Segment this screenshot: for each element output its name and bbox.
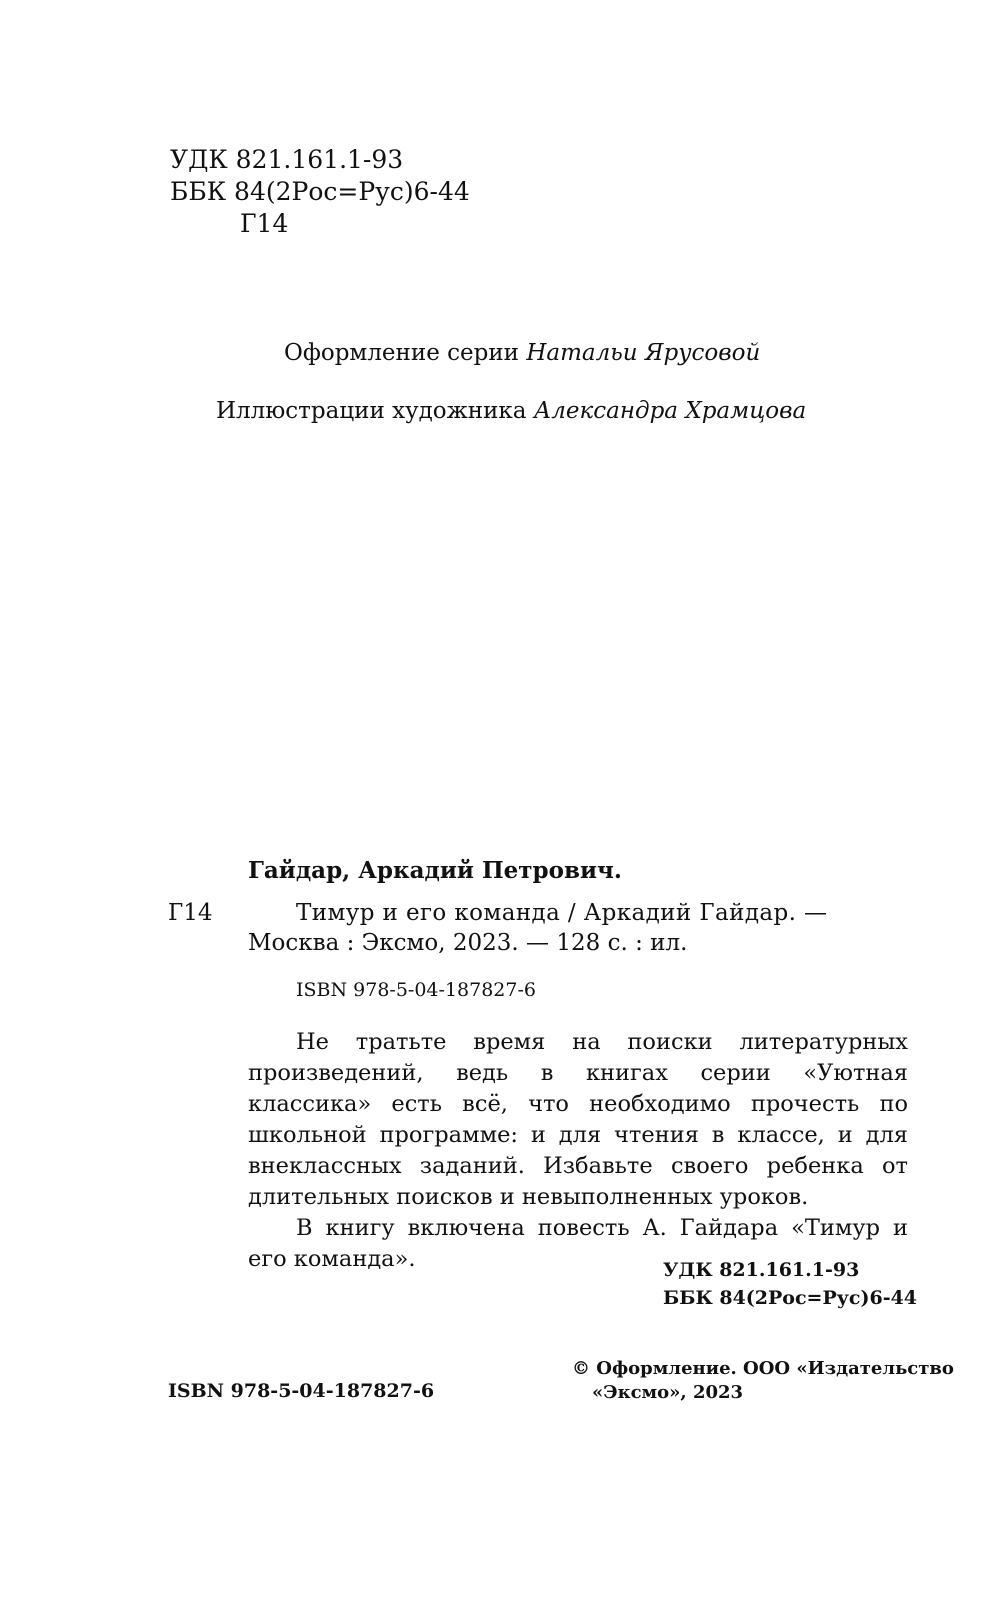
record-author-mark: Г14	[168, 900, 213, 926]
record-bbk: ББК 84(2Рос=Рус)6-44	[663, 1287, 918, 1309]
record-title-line-1: Тимур и его команда / Аркадий Гайдар. —	[296, 900, 828, 926]
annotation	[248, 1027, 908, 1275]
series-designer-name: Натальи Ярусовой	[526, 340, 761, 366]
illustrations-credit	[216, 396, 806, 426]
illustrator-name: Александра Храмцова	[533, 398, 807, 424]
header-udk: УДК 821.161.1-93	[170, 145, 404, 174]
annotation-paragraph-2: В книгу включена повесть А. Гайдара «Тимур и его команда».	[248, 1215, 908, 1272]
annotation-paragraph-1: Не тратьте время на поиски литературных произведений, ведь в книгах серии «Уютная классика» есть всё, что необходимо прочесть по школьной программе: и для чтения в классе, и для внеклассных заданий. Избавьте своего ребенка от длительных поисков и невыполненных уроков.	[248, 1029, 908, 1210]
copyright-line-1: © Оформление. ООО «Издательство	[572, 1358, 954, 1379]
footer-isbn: ISBN 978-5-04-187827-6	[168, 1380, 435, 1402]
series-design-credit	[284, 338, 760, 368]
header-author-mark: Г14	[240, 209, 289, 238]
record-isbn: ISBN 978-5-04-187827-6	[296, 979, 536, 1001]
header-bbk: ББК 84(2Рос=Рус)6-44	[170, 177, 470, 206]
author-heading: Гайдар, Аркадий Петрович.	[248, 857, 622, 884]
illustrations-prefix: Иллюстрации художника	[216, 398, 527, 424]
record-title-line-2: Москва : Эксмо, 2023. — 128 с. : ил.	[248, 930, 688, 956]
record-udk: УДК 821.161.1-93	[663, 1259, 860, 1281]
series-design-prefix: Оформление серии	[284, 340, 519, 366]
copyright-line-2: «Эксмо», 2023	[592, 1382, 744, 1403]
